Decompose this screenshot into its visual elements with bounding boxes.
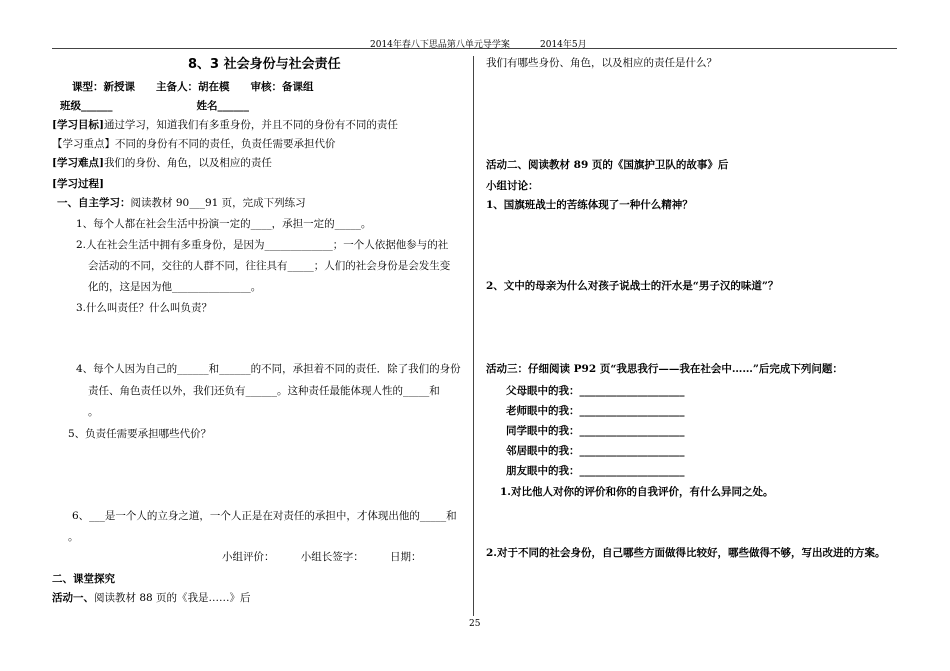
lesson-title: 8、3 社会身份与社会责任 <box>188 57 341 72</box>
class-name-line: 班级______ 姓名______ <box>60 100 249 112</box>
goal-text: 通过学习，知道我们有多重身份，并且不同的身份有不同的责任 <box>103 119 398 131</box>
question-5: 5、负责任需要承担哪些代价？ <box>68 428 212 440</box>
page-number: 25 <box>469 619 481 629</box>
column-divider <box>473 56 474 616</box>
discussion-question-2: 2、文中的母亲为什么对孩子说战士的汗水是“男子汉的味道”？ <box>486 280 779 292</box>
goal-label: [学习目标] <box>52 119 104 131</box>
key-text: 不同的身份有不同的责任，负责任需要承担代价 <box>115 138 336 150</box>
group-discussion-label: 小组讨论： <box>486 180 539 192</box>
header-title: 2014年春八下思品第八单元导学案 <box>370 40 510 50</box>
question-4-line-2: 责任、角色责任以外，我们还负有______。这种责任最能体现人性的_____和 <box>88 385 440 397</box>
group-evaluation: 小组评价： 小组长签字： 日期： <box>222 551 422 563</box>
self-study <box>57 196 306 210</box>
class-explore-label: 二、课堂探究 <box>52 573 115 585</box>
question-2-line-1: 2.人在社会生活中拥有多重身份，是因为_____________；一个人依据他参与的社 <box>76 239 449 251</box>
activity-3: 活动三：仔细阅读 P92 页“我思我行——我在社会中……”后完成下列问题： <box>486 363 843 375</box>
discussion-question-1: 1、国旗班战士的苦练体现了一种什么精神？ <box>486 199 693 211</box>
eyes-parents: 父母眼中的我：____________________ <box>506 385 685 397</box>
activity-1-label: 活动一、 <box>52 592 94 604</box>
process-label: [学习过程] <box>52 178 104 190</box>
header-date: 2014年5月 <box>540 40 587 50</box>
activity-1-text: 阅读教材 88 页的《我是……》后 <box>94 592 251 604</box>
activity-2: 活动二、阅读教材 89 页的《国旗护卫队的故事》后 <box>486 159 729 171</box>
diff-label: [学习难点] <box>52 157 104 169</box>
question-6-line-2: 。 <box>68 531 79 543</box>
eyes-classmate: 同学眼中的我：____________________ <box>506 425 685 437</box>
self-study-label: 一、自主学习： <box>57 197 131 209</box>
question-2-line-2: 会活动的不同，交往的人群不同，往往具有_____；人们的社会身份是会发生变 <box>88 260 451 272</box>
eyes-neighbor: 邻居眼中的我：____________________ <box>506 445 685 457</box>
improve-question: 2.对于不同的社会身份，自己哪些方面做得比较好，哪些做得不够，写出改进的方案。 <box>486 547 886 559</box>
lesson-meta: 课型：新授课 主备人：胡在模 审核：备课组 <box>72 81 314 93</box>
key-label: 【学习重点】 <box>52 138 115 150</box>
question-3: 3.什么叫责任？什么叫负责？ <box>76 302 213 314</box>
learning-key <box>52 137 336 151</box>
diff-text: 我们的身份、角色，以及相应的责任 <box>103 157 272 169</box>
question-4-line-3: 。 <box>88 406 99 418</box>
question-6-line-1: 6、___是一个人的立身之道，一个人正是在对责任的承担中，才体现出他的_____和 <box>72 510 457 522</box>
roles-question: 我们有哪些身份、角色，以及相应的责任是什么？ <box>486 57 717 69</box>
learning-difficulty <box>52 156 272 170</box>
eyes-friend: 朋友眼中的我：____________________ <box>506 465 685 477</box>
compare-question: 1.对比他人对你的评价和你的自我评价，有什么异同之处。 <box>500 486 774 498</box>
question-4-line-1: 4、每个人因为自己的______和______的不同，承担着不同的责任．除了我们的身份 <box>76 363 461 375</box>
learning-goal <box>52 118 398 132</box>
question-1: 1、每个人都在社会生活中扮演一定的____，承担一定的_____。 <box>76 218 372 230</box>
activity-1 <box>52 591 251 605</box>
question-2-line-3: 化的，这是因为他_______________。 <box>88 281 262 293</box>
self-study-text: 阅读教材 90___91 页，完成下列练习 <box>130 197 306 209</box>
eyes-teacher: 老师眼中的我：____________________ <box>506 405 685 417</box>
